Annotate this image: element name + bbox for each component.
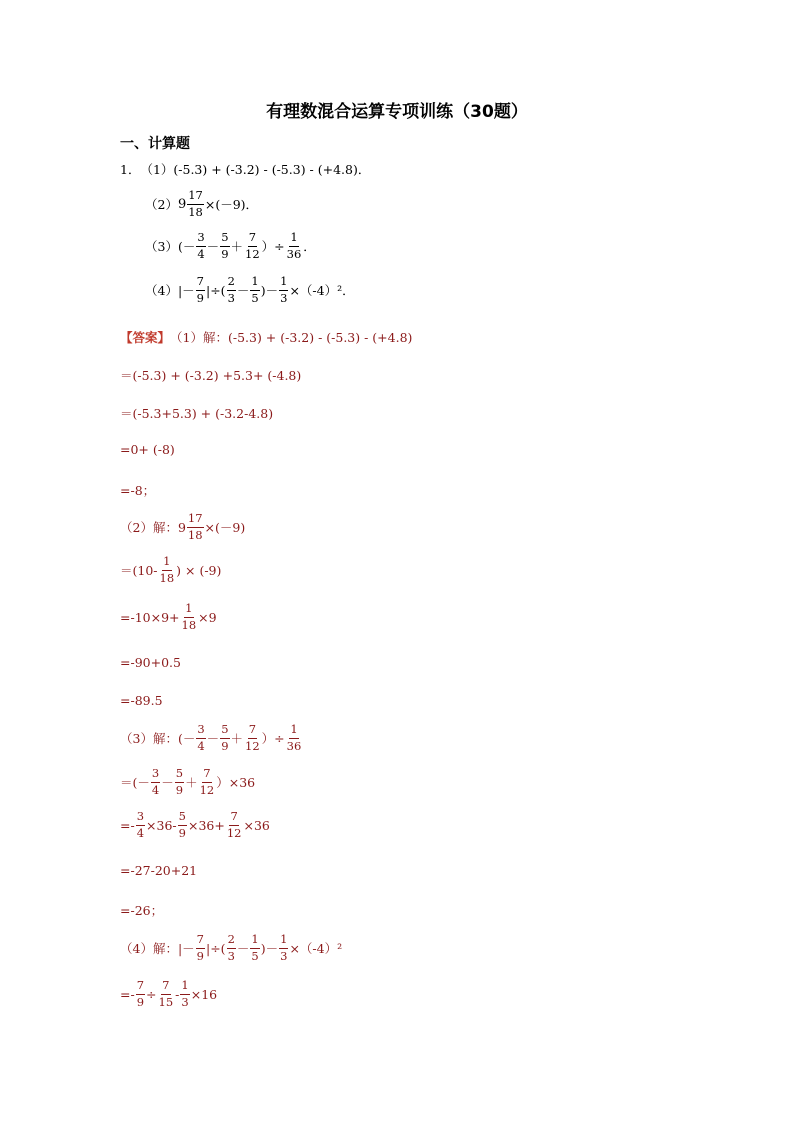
answer-line-2 — [120, 366, 301, 384]
fraction — [227, 934, 236, 962]
numerator: 2 — [227, 934, 236, 949]
expr-text: 9 — [177, 196, 187, 212]
operator: ）÷ — [261, 239, 285, 254]
answer-text: ) × (-9) — [176, 562, 222, 578]
answer-text: ）×36 — [216, 775, 256, 790]
denominator: 3 — [227, 948, 235, 963]
operator: ＋ — [230, 731, 244, 746]
fraction — [151, 768, 160, 796]
denominator: 4 — [197, 738, 205, 753]
denominator: 3 — [280, 290, 288, 305]
denominator: 36 — [286, 246, 302, 261]
numerator: 1 — [279, 276, 288, 291]
answer-text: ×9 — [198, 609, 217, 625]
answer-line-5 — [120, 481, 155, 499]
numerator: 7 — [202, 768, 211, 783]
numerator: 7 — [248, 232, 257, 247]
answer-line-11 — [120, 724, 303, 752]
expr-text: ×（-4）²． — [289, 283, 355, 298]
fraction — [250, 276, 259, 304]
fraction — [187, 513, 204, 541]
operator: - — [175, 986, 180, 1002]
denominator: 9 — [221, 246, 229, 261]
numerator: 3 — [136, 811, 145, 826]
operator: ×36+ — [187, 817, 225, 833]
numerator: 2 — [227, 276, 236, 291]
fraction — [244, 724, 261, 752]
denominator: 18 — [181, 617, 197, 632]
fraction — [250, 934, 259, 962]
question-number: 1． — [120, 162, 141, 177]
expr-text: ×(－9)． — [204, 197, 259, 212]
denominator: 4 — [136, 825, 145, 840]
fraction — [286, 232, 303, 260]
denominator: 3 — [227, 290, 235, 305]
answer-line-17 — [120, 980, 217, 1008]
page-title: 有理数混合运算专项训练（30题） — [266, 102, 528, 122]
numerator: 5 — [175, 768, 184, 783]
denominator: 9 — [196, 948, 204, 963]
answer-text: ×（-4）² — [289, 941, 343, 956]
expr-text: （2） — [145, 197, 178, 212]
numerator: 5 — [178, 811, 187, 826]
operator: ＋ — [230, 239, 244, 254]
operator: － — [206, 731, 220, 746]
section-heading: 一、计算题 — [120, 136, 190, 152]
answer-line-8 — [120, 603, 217, 631]
answer-text: ×36 — [243, 817, 270, 833]
denominator: 12 — [226, 825, 242, 840]
answer-text: =-26； — [120, 903, 164, 918]
answer-text: =-27-20+21 — [120, 863, 198, 878]
answer-line-1 — [120, 328, 412, 346]
denominator: 12 — [199, 782, 215, 797]
numerator: 5 — [220, 724, 229, 739]
operator: － — [236, 941, 250, 956]
fraction — [244, 232, 261, 260]
fraction — [178, 811, 187, 839]
fraction — [226, 811, 243, 839]
answer-text: （2）解：9 — [120, 520, 186, 535]
answer-line-6 — [120, 513, 245, 541]
question-1-part-4 — [145, 276, 355, 304]
operator: |÷( — [206, 282, 226, 298]
answer-text: =- — [120, 986, 135, 1002]
numerator: 1 — [289, 232, 298, 247]
expr-text: （4）|－ — [145, 283, 195, 298]
answer-text: ×16 — [190, 986, 218, 1002]
operator: ＋ — [185, 775, 198, 790]
answer-text: =-89.5 — [120, 693, 163, 708]
denominator: 9 — [221, 738, 229, 753]
denominator: 3 — [181, 994, 189, 1009]
expr-text: （3）(－ — [145, 239, 196, 254]
denominator: 5 — [251, 290, 259, 305]
numerator: 3 — [196, 232, 205, 247]
fraction — [220, 232, 229, 260]
fraction — [279, 276, 288, 304]
numerator: 1 — [279, 934, 288, 949]
answer-text: =-10×9+ — [120, 609, 180, 625]
operator: － — [161, 775, 174, 790]
fraction — [180, 980, 189, 1008]
numerator: 7 — [248, 724, 257, 739]
answer-text: =- — [120, 817, 135, 833]
fraction — [286, 724, 303, 752]
answer-label: 【答案】 — [120, 330, 171, 345]
question-1-part-3 — [145, 232, 316, 260]
question-1-part-2 — [145, 190, 258, 218]
answer-line-9 — [120, 655, 181, 670]
numerator: 17 — [187, 190, 204, 205]
fraction — [158, 980, 175, 1008]
answer-line-4 — [120, 442, 175, 457]
numerator: 7 — [196, 276, 205, 291]
answer-text: =-8； — [120, 483, 156, 498]
answer-line-14 — [120, 863, 197, 878]
numerator: 1 — [250, 276, 259, 291]
denominator: 9 — [175, 782, 184, 797]
operator: ×36- — [146, 817, 177, 833]
answer-line-12 — [120, 768, 255, 796]
denominator: 3 — [280, 948, 288, 963]
numerator: 7 — [136, 980, 145, 995]
denominator: 9 — [136, 994, 145, 1009]
answer-text: =0+ (-8) — [120, 442, 175, 457]
numerator: 1 — [250, 934, 259, 949]
answer-text: ×(－9) — [204, 520, 246, 535]
fraction — [187, 190, 204, 218]
numerator: 7 — [161, 980, 170, 995]
denominator: 9 — [178, 825, 186, 840]
numerator: 3 — [151, 768, 160, 783]
denominator: 5 — [251, 948, 259, 963]
answer-text: ＝(-5.3) + (-3.2) +5.3+ (-4.8) — [120, 368, 302, 383]
answer-text: =-90+0.5 — [120, 655, 181, 670]
numerator: 1 — [289, 724, 298, 739]
answer-text: ＝(10- — [120, 563, 158, 578]
denominator: 18 — [187, 527, 203, 542]
denominator: 18 — [188, 204, 203, 219]
numerator: 3 — [196, 724, 205, 739]
denominator: 15 — [158, 994, 174, 1009]
fraction — [136, 980, 145, 1008]
answer-text: （1）解：(-5.3) + (-3.2) - (-5.3) - (+4.8) — [170, 330, 413, 345]
answer-line-3 — [120, 404, 273, 422]
answer-line-10 — [120, 693, 163, 708]
answer-line-13 — [120, 811, 270, 839]
operator: )－ — [260, 941, 279, 956]
fraction — [227, 276, 236, 304]
fraction — [199, 768, 216, 796]
fraction — [136, 811, 145, 839]
denominator: 12 — [245, 246, 260, 261]
numerator: 1 — [184, 603, 193, 618]
numerator: 17 — [187, 513, 204, 528]
denominator: 18 — [159, 570, 175, 585]
fraction — [196, 232, 205, 260]
operator: ÷ — [146, 986, 157, 1002]
question-text: （1）(-5.3) + (-3.2) - (-5.3) - (+4.8)． — [140, 162, 371, 177]
numerator: 7 — [229, 811, 238, 826]
denominator: 12 — [245, 738, 260, 753]
operator: － — [236, 283, 250, 298]
fraction — [196, 276, 205, 304]
answer-text: （4）解：|－ — [120, 941, 195, 956]
fraction — [175, 768, 184, 796]
answer-text: ＝(-5.3+5.3) + (-3.2-4.8) — [120, 406, 274, 421]
operator: )－ — [260, 283, 279, 298]
denominator: 36 — [286, 738, 302, 753]
numerator: 1 — [162, 556, 171, 571]
denominator: 4 — [151, 782, 160, 797]
fraction — [196, 934, 205, 962]
denominator: 4 — [197, 246, 205, 261]
operator: ）÷ — [261, 731, 285, 746]
answer-text: （3）解：(－ — [120, 731, 196, 746]
fraction — [181, 603, 198, 631]
numerator: 1 — [180, 980, 189, 995]
fraction — [279, 934, 288, 962]
answer-line-7 — [120, 556, 221, 584]
numerator: 7 — [196, 934, 205, 949]
numerator: 5 — [220, 232, 229, 247]
expr-text: ． — [303, 239, 316, 254]
answer-text: ＝(－ — [120, 775, 150, 790]
fraction — [220, 724, 229, 752]
denominator: 9 — [196, 290, 204, 305]
answer-line-15 — [120, 901, 163, 919]
operator: |÷( — [206, 940, 226, 956]
question-1-part-1 — [120, 160, 370, 178]
fraction — [196, 724, 205, 752]
answer-line-16 — [120, 934, 342, 962]
operator: － — [206, 239, 220, 254]
fraction — [159, 556, 176, 584]
